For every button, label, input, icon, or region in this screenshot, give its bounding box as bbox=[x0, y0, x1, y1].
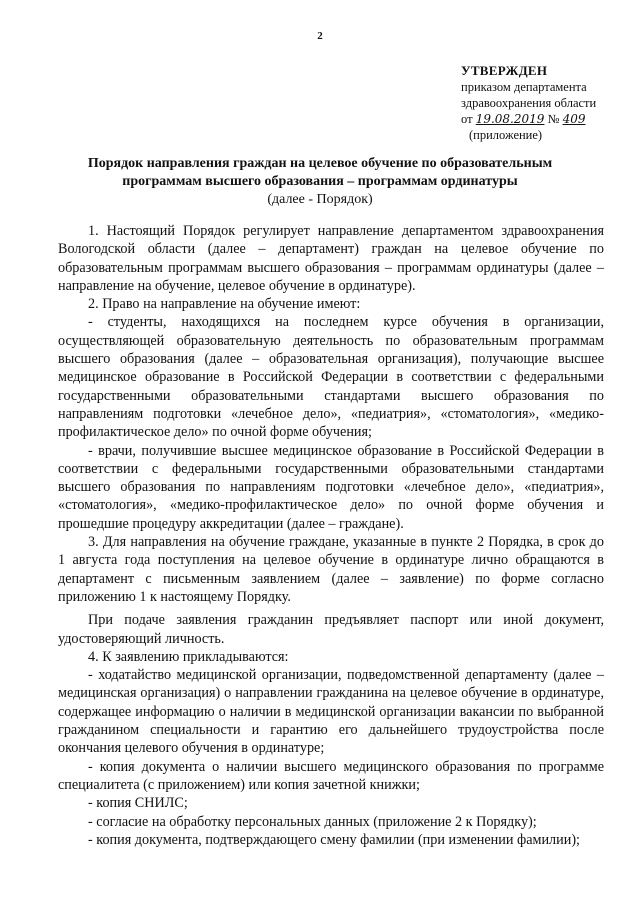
approval-line-1: приказом департамента bbox=[461, 80, 587, 94]
list-item: - студенты, находящихся на последнем курсе обучения в организации, осуществляющей образовательную деятельность по образовательным программам высшего образования (далее – образовательная организация), получающие высшее медицинское образование в Российской Федерации в соответствии с федеральными государственными образовательными стандартами высшего образования по направлениям подготовки «лечебное дело», «педиатрия», «стоматология», «медико-профилактическое дело» по очной форме обучения; bbox=[58, 314, 604, 441]
approval-note: (приложение) bbox=[469, 128, 543, 142]
list-item: - копия документа, подтверждающего смену фамилии (при изменении фамилии); bbox=[88, 831, 580, 848]
paragraph-3: 3. Для направления на обучение граждане, указанные в пункте 2 Порядка, в срок до 1 августа года поступления на целевое обучение в ординатуре лично обращаются в департамент с письменным заявлением (далее – заявление) по форме согласно приложению 1 к настоящему Порядку. bbox=[58, 534, 604, 605]
approval-number: 409 bbox=[562, 112, 586, 126]
approval-date-line bbox=[461, 111, 631, 127]
page-number: 2 bbox=[317, 30, 323, 42]
heading-line-3: (далее - Порядок) bbox=[267, 192, 373, 207]
approval-line-2: здравоохранения области bbox=[461, 96, 597, 110]
approval-number-sign: № bbox=[547, 112, 560, 126]
list-item: - копия СНИЛС; bbox=[88, 795, 188, 812]
approval-stamp bbox=[461, 63, 631, 143]
approval-from: от bbox=[461, 112, 473, 126]
heading-line-2: программам высшего образования – программам ординатуры bbox=[122, 174, 518, 189]
approval-date: 19.08.2019 bbox=[475, 112, 545, 126]
document-heading bbox=[60, 155, 580, 209]
heading-line-1: Порядок направления граждан на целевое обучение по образовательным bbox=[87, 156, 553, 171]
list-item: - врачи, получившие высшее медицинское образование в Российской Федерации в соответствии с федеральными государственными образовательными стандартами высшего образования по направлениям подготовки «лечебное дело», «педиатрия», «стоматология», «медико-профилактическое дело» по очной форме обучения и прошедшие процедуру аккредитации (далее – граждане). bbox=[58, 442, 604, 532]
paragraph-4: 4. К заявлению прикладываются: bbox=[88, 648, 289, 665]
list-item: - копия документа о наличии высшего медицинского образования по программе специалитета (с приложением) или копия зачетной книжки; bbox=[58, 758, 604, 793]
list-item: - ходатайство медицинской организации, подведомственной департаменту (далее – медицинская организация) о направлении гражданина на целевое обучение в ординатуре, содержащее информацию о наличии в медицинской организации вакансии по выбранной гражданином специальности и гарантию его дальнейшего трудоустройства после окончания целевого обучения в ординатуре; bbox=[58, 667, 604, 757]
paragraph-2: 2. Право на направление на обучение имеют: bbox=[88, 296, 361, 313]
paragraph-1: 1. Настоящий Порядок регулирует направление департаментом здравоохранения Вологодской области (далее – департамент) граждан на целевое обучение по образовательным программам высшего образования – программам ординатуры (далее – направление на обучение, целевое обучение в ординатуре). bbox=[58, 223, 604, 294]
document-body bbox=[58, 222, 604, 849]
list-item: - согласие на обработку персональных данных (приложение 2 к Порядку); bbox=[88, 813, 537, 830]
approval-title: УТВЕРЖДЕН bbox=[461, 63, 548, 78]
paragraph-3-note: При подаче заявления гражданин предъявляет паспорт или иной документ, удостоверяющий личность. bbox=[58, 612, 604, 647]
